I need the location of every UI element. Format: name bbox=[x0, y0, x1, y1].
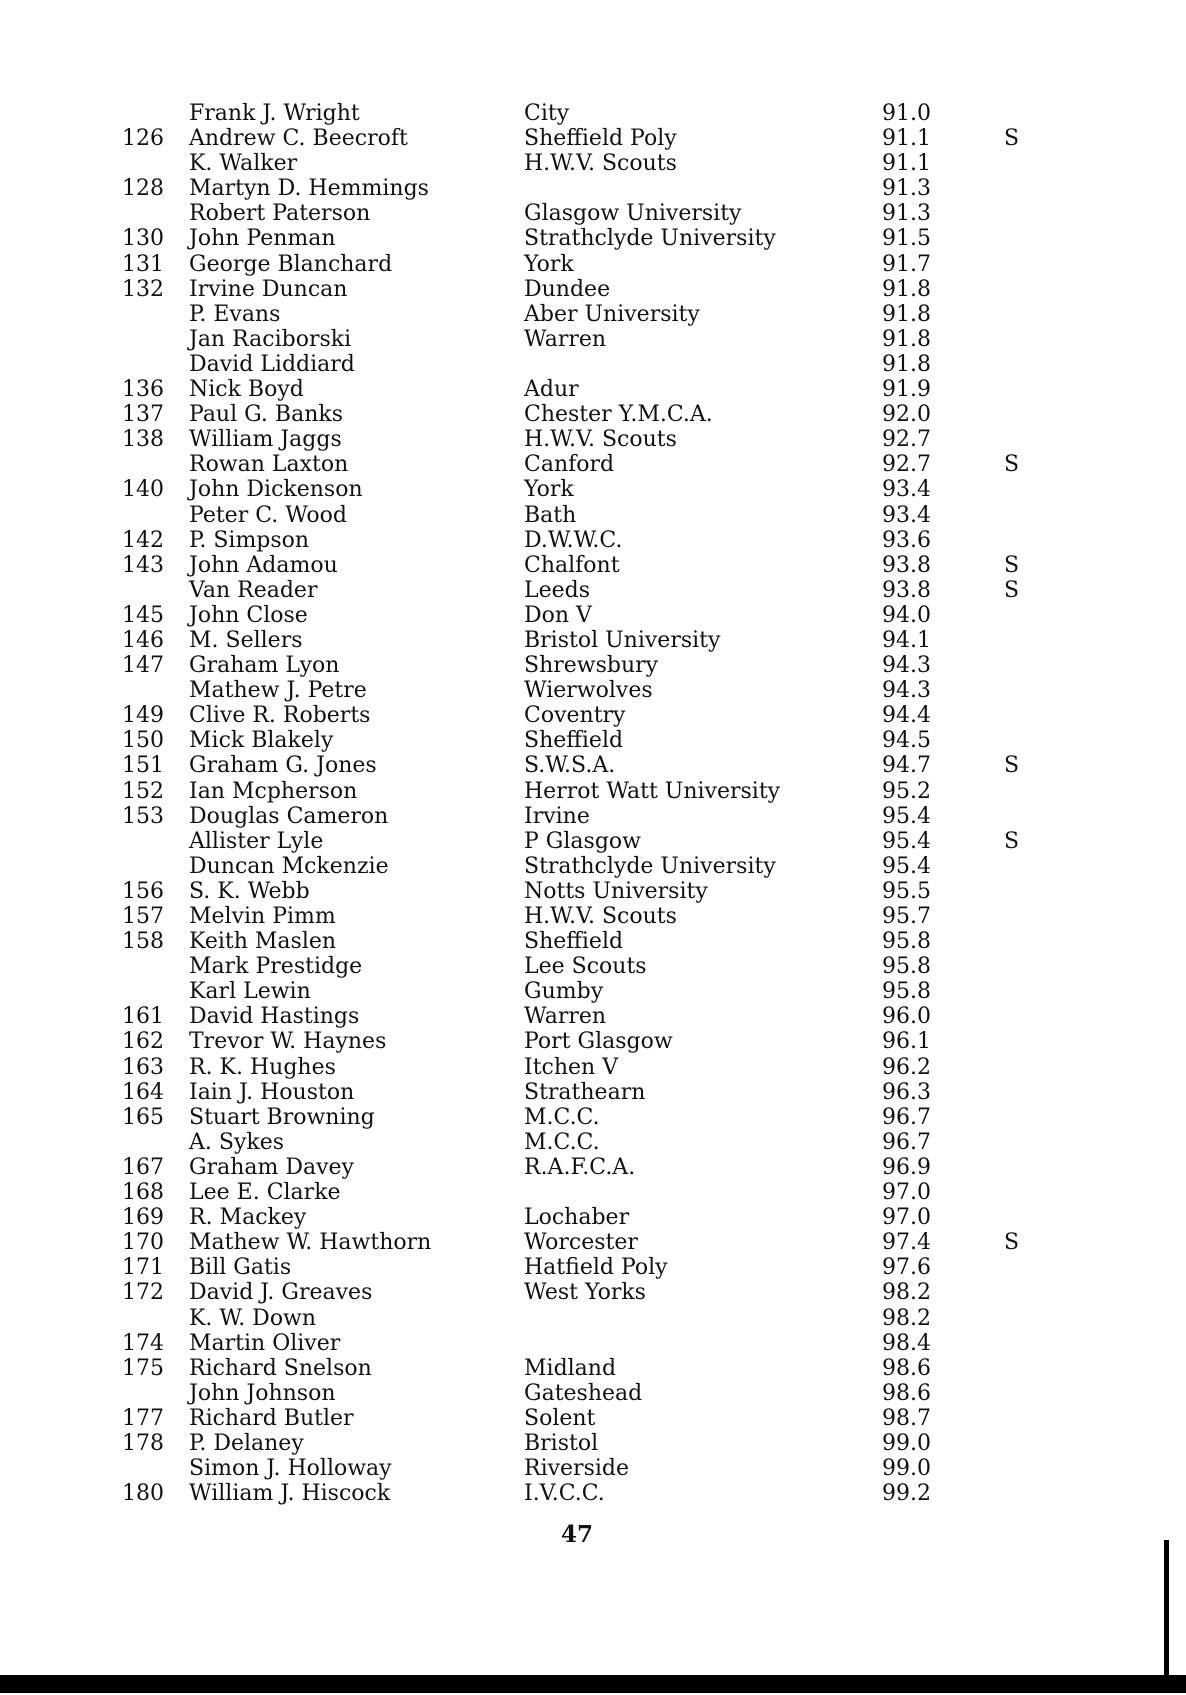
competitor-name: David Hastings bbox=[189, 1004, 360, 1030]
result-time: 96.2 bbox=[882, 1054, 931, 1080]
club-name: Port Glasgow bbox=[524, 1029, 673, 1055]
competitor-name: Bill Gatis bbox=[189, 1255, 292, 1281]
competitor-name: R. Mackey bbox=[189, 1205, 307, 1231]
competitor-name: Irvine Duncan bbox=[189, 276, 348, 302]
result-row bbox=[0, 1431, 1186, 1456]
position: 171 bbox=[122, 1255, 164, 1281]
club-name: Sheffield bbox=[524, 929, 624, 955]
result-time: 93.4 bbox=[882, 477, 931, 503]
result-time: 95.8 bbox=[882, 929, 931, 955]
club-name: York bbox=[524, 477, 574, 503]
club-name: Coventry bbox=[524, 703, 626, 729]
competitor-name: Clive R. Roberts bbox=[189, 703, 371, 729]
position: 178 bbox=[122, 1430, 164, 1456]
position: 156 bbox=[122, 878, 164, 904]
position: 151 bbox=[122, 753, 164, 779]
status-flag: S bbox=[1004, 552, 1020, 578]
result-row bbox=[0, 678, 1186, 703]
status-flag: S bbox=[1004, 753, 1020, 779]
result-time: 91.5 bbox=[882, 226, 931, 252]
position: 161 bbox=[122, 1004, 164, 1030]
position: 131 bbox=[122, 251, 164, 277]
result-row bbox=[0, 1456, 1186, 1481]
result-row bbox=[0, 302, 1186, 327]
result-row bbox=[0, 277, 1186, 302]
position: 163 bbox=[122, 1054, 164, 1080]
competitor-name: Frank J. Wright bbox=[189, 101, 360, 126]
competitor-name: Paul G. Banks bbox=[189, 402, 343, 428]
club-name: Wierwolves bbox=[524, 678, 653, 704]
result-time: 95.4 bbox=[882, 803, 931, 829]
result-time: 94.1 bbox=[882, 627, 931, 653]
competitor-name: William J. Hiscock bbox=[189, 1481, 391, 1507]
competitor-name: Peter C. Wood bbox=[189, 502, 347, 528]
result-time: 95.7 bbox=[882, 904, 931, 929]
position: 137 bbox=[122, 402, 164, 428]
club-name: York bbox=[524, 251, 574, 277]
result-row bbox=[0, 528, 1186, 553]
result-time: 91.3 bbox=[882, 201, 931, 227]
result-row bbox=[0, 1180, 1186, 1205]
club-name: Gateshead bbox=[524, 1380, 643, 1406]
club-name: Sheffield bbox=[524, 728, 624, 754]
result-row bbox=[0, 151, 1186, 176]
club-name: I.V.C.C. bbox=[524, 1481, 605, 1507]
result-time: 94.3 bbox=[882, 653, 931, 679]
competitor-name: Richard Snelson bbox=[189, 1355, 372, 1381]
club-name: City bbox=[524, 101, 570, 126]
club-name: H.W.V. Scouts bbox=[524, 904, 677, 929]
result-row bbox=[0, 1205, 1186, 1230]
club-name: Chalfont bbox=[524, 552, 620, 578]
result-row bbox=[0, 879, 1186, 904]
club-name: Dundee bbox=[524, 276, 611, 302]
competitor-name: Richard Butler bbox=[189, 1405, 354, 1431]
result-time: 97.0 bbox=[882, 1205, 931, 1231]
status-flag: S bbox=[1004, 1230, 1020, 1256]
competitor-name: David Liddiard bbox=[189, 351, 355, 377]
result-time: 96.1 bbox=[882, 1029, 931, 1055]
result-time: 99.2 bbox=[882, 1481, 931, 1507]
competitor-name: R. K. Hughes bbox=[189, 1054, 336, 1080]
result-row bbox=[0, 503, 1186, 528]
result-row bbox=[0, 1381, 1186, 1406]
result-time: 95.2 bbox=[882, 778, 931, 804]
club-name: M.C.C. bbox=[524, 1129, 600, 1155]
result-row bbox=[0, 176, 1186, 201]
competitor-name: William Jaggs bbox=[189, 427, 342, 453]
competitor-name: M. Sellers bbox=[189, 627, 303, 653]
competitor-name: Allister Lyle bbox=[189, 828, 324, 854]
result-row bbox=[0, 578, 1186, 603]
result-row bbox=[0, 1055, 1186, 1080]
status-flag: S bbox=[1004, 828, 1020, 854]
competitor-name: George Blanchard bbox=[189, 251, 393, 277]
club-name: P Glasgow bbox=[524, 828, 641, 854]
result-time: 99.0 bbox=[882, 1430, 931, 1456]
competitor-name: Van Reader bbox=[189, 577, 318, 603]
result-time: 94.3 bbox=[882, 678, 931, 704]
position: 132 bbox=[122, 276, 164, 302]
result-time: 93.8 bbox=[882, 552, 931, 578]
club-name: Warren bbox=[524, 1004, 607, 1030]
result-time: 95.5 bbox=[882, 878, 931, 904]
result-row bbox=[0, 753, 1186, 778]
position: 164 bbox=[122, 1079, 164, 1105]
club-name: M.C.C. bbox=[524, 1104, 600, 1130]
competitor-name: S. K. Webb bbox=[189, 878, 310, 904]
result-time: 91.0 bbox=[882, 101, 931, 126]
result-row bbox=[0, 1331, 1186, 1356]
result-row bbox=[0, 1481, 1186, 1506]
competitor-name: Graham G. Jones bbox=[189, 753, 377, 779]
page-edge-mark bbox=[1164, 1540, 1169, 1680]
result-time: 92.0 bbox=[882, 402, 931, 428]
result-row bbox=[0, 352, 1186, 377]
position: 130 bbox=[122, 226, 164, 252]
result-time: 98.7 bbox=[882, 1405, 931, 1431]
competitor-name: Mathew J. Petre bbox=[189, 678, 367, 704]
position: 150 bbox=[122, 728, 164, 754]
club-name: Lochaber bbox=[524, 1205, 630, 1231]
status-flag: S bbox=[1004, 452, 1020, 478]
result-row bbox=[0, 226, 1186, 251]
competitor-name: Andrew C. Beecroft bbox=[189, 126, 408, 152]
club-name: Warren bbox=[524, 326, 607, 352]
result-time: 98.6 bbox=[882, 1380, 931, 1406]
position: 152 bbox=[122, 778, 164, 804]
result-row bbox=[0, 779, 1186, 804]
competitor-name: Duncan Mckenzie bbox=[189, 853, 389, 879]
bottom-border bbox=[0, 1675, 1186, 1693]
club-name: Aber University bbox=[524, 301, 700, 327]
club-name: Riverside bbox=[524, 1456, 629, 1482]
result-row bbox=[0, 1306, 1186, 1331]
competitor-name: Trevor W. Haynes bbox=[189, 1029, 387, 1055]
club-name: Canford bbox=[524, 452, 615, 478]
results-list bbox=[0, 101, 1186, 1506]
result-time: 95.4 bbox=[882, 828, 931, 854]
position: 136 bbox=[122, 377, 164, 403]
competitor-name: Melvin Pimm bbox=[189, 904, 336, 929]
competitor-name: David J. Greaves bbox=[189, 1280, 373, 1306]
result-time: 95.8 bbox=[882, 979, 931, 1005]
club-name: Notts University bbox=[524, 878, 708, 904]
competitor-name: John Adamou bbox=[189, 552, 338, 578]
result-time: 91.8 bbox=[882, 326, 931, 352]
competitor-name: Lee E. Clarke bbox=[189, 1180, 341, 1206]
position: 162 bbox=[122, 1029, 164, 1055]
result-row bbox=[0, 201, 1186, 226]
result-row bbox=[0, 703, 1186, 728]
result-time: 92.7 bbox=[882, 452, 931, 478]
club-name: Solent bbox=[524, 1405, 596, 1431]
status-flag: S bbox=[1004, 577, 1020, 603]
result-row bbox=[0, 1280, 1186, 1305]
competitor-name: Keith Maslen bbox=[189, 929, 337, 955]
result-row bbox=[0, 1080, 1186, 1105]
result-time: 94.5 bbox=[882, 728, 931, 754]
result-row bbox=[0, 653, 1186, 678]
result-time: 95.8 bbox=[882, 954, 931, 980]
result-row bbox=[0, 126, 1186, 151]
club-name: R.A.F.C.A. bbox=[524, 1154, 636, 1180]
position: 165 bbox=[122, 1104, 164, 1130]
club-name: Glasgow University bbox=[524, 201, 742, 227]
position: 143 bbox=[122, 552, 164, 578]
competitor-name: Nick Boyd bbox=[189, 377, 304, 403]
position: 172 bbox=[122, 1280, 164, 1306]
competitor-name: Karl Lewin bbox=[189, 979, 311, 1005]
result-time: 91.8 bbox=[882, 276, 931, 302]
club-name: Hatfield Poly bbox=[524, 1255, 668, 1281]
position: 174 bbox=[122, 1330, 164, 1356]
position: 168 bbox=[122, 1180, 164, 1206]
result-row bbox=[0, 252, 1186, 277]
result-time: 94.4 bbox=[882, 703, 931, 729]
club-name: H.W.V. Scouts bbox=[524, 151, 677, 177]
club-name: Strathclyde University bbox=[524, 226, 776, 252]
result-row bbox=[0, 804, 1186, 829]
result-row bbox=[0, 1105, 1186, 1130]
position: 126 bbox=[122, 126, 164, 152]
position: 175 bbox=[122, 1355, 164, 1381]
result-row bbox=[0, 1130, 1186, 1155]
position: 177 bbox=[122, 1405, 164, 1431]
result-row bbox=[0, 1356, 1186, 1381]
result-time: 98.2 bbox=[882, 1280, 931, 1306]
result-row bbox=[0, 477, 1186, 502]
result-time: 91.8 bbox=[882, 351, 931, 377]
result-row bbox=[0, 1255, 1186, 1280]
club-name: Bristol University bbox=[524, 627, 721, 653]
position: 153 bbox=[122, 803, 164, 829]
competitor-name: A. Sykes bbox=[189, 1129, 285, 1155]
result-row bbox=[0, 553, 1186, 578]
position: 158 bbox=[122, 929, 164, 955]
competitor-name: Simon J. Holloway bbox=[189, 1456, 392, 1482]
position: 167 bbox=[122, 1154, 164, 1180]
club-name: D.W.W.C. bbox=[524, 527, 623, 553]
position: 140 bbox=[122, 477, 164, 503]
club-name: Don V bbox=[524, 602, 592, 628]
result-time: 96.0 bbox=[882, 1004, 931, 1030]
club-name: S.W.S.A. bbox=[524, 753, 616, 779]
result-time: 91.1 bbox=[882, 151, 931, 177]
competitor-name: Martyn D. Hemmings bbox=[189, 176, 429, 202]
position: 145 bbox=[122, 602, 164, 628]
club-name: Herrot Watt University bbox=[524, 778, 781, 804]
competitor-name: Robert Paterson bbox=[189, 201, 371, 227]
result-row bbox=[0, 327, 1186, 352]
competitor-name: K. Walker bbox=[189, 151, 298, 177]
result-time: 97.4 bbox=[882, 1230, 931, 1256]
competitor-name: John Penman bbox=[189, 226, 336, 252]
result-time: 96.7 bbox=[882, 1104, 931, 1130]
competitor-name: Ian Mcpherson bbox=[189, 778, 358, 804]
competitor-name: Douglas Cameron bbox=[189, 803, 389, 829]
result-row bbox=[0, 1155, 1186, 1180]
result-time: 91.1 bbox=[882, 126, 931, 152]
competitor-name: Rowan Laxton bbox=[189, 452, 349, 478]
result-time: 93.8 bbox=[882, 577, 931, 603]
result-row bbox=[0, 728, 1186, 753]
club-name: Leeds bbox=[524, 577, 591, 603]
result-time: 94.7 bbox=[882, 753, 931, 779]
result-time: 97.0 bbox=[882, 1180, 931, 1206]
result-row bbox=[0, 603, 1186, 628]
result-time: 93.6 bbox=[882, 527, 931, 553]
result-row bbox=[0, 452, 1186, 477]
result-time: 98.4 bbox=[882, 1330, 931, 1356]
club-name: Strathclyde University bbox=[524, 853, 776, 879]
club-name: Adur bbox=[524, 377, 579, 403]
club-name: Chester Y.M.C.A. bbox=[524, 402, 713, 428]
result-row bbox=[0, 929, 1186, 954]
result-row bbox=[0, 1029, 1186, 1054]
competitor-name: Graham Lyon bbox=[189, 653, 340, 679]
result-time: 95.4 bbox=[882, 853, 931, 879]
result-time: 92.7 bbox=[882, 427, 931, 453]
result-row bbox=[0, 854, 1186, 879]
club-name: Bath bbox=[524, 502, 577, 528]
result-time: 97.6 bbox=[882, 1255, 931, 1281]
position: 146 bbox=[122, 627, 164, 653]
position: 157 bbox=[122, 904, 164, 929]
competitor-name: Graham Davey bbox=[189, 1154, 354, 1180]
competitor-name: John Dickenson bbox=[189, 477, 363, 503]
result-row bbox=[0, 1004, 1186, 1029]
club-name: Worcester bbox=[524, 1230, 638, 1256]
club-name: Bristol bbox=[524, 1430, 599, 1456]
result-time: 98.6 bbox=[882, 1355, 931, 1381]
result-row bbox=[0, 904, 1186, 929]
competitor-name: Martin Oliver bbox=[189, 1330, 341, 1356]
position: 142 bbox=[122, 527, 164, 553]
club-name: Gumby bbox=[524, 979, 604, 1005]
competitor-name: Mark Prestidge bbox=[189, 954, 363, 980]
page-number: 47 bbox=[560, 1521, 593, 1548]
competitor-name: P. Simpson bbox=[189, 527, 310, 553]
club-name: Irvine bbox=[524, 803, 590, 829]
result-time: 96.3 bbox=[882, 1079, 931, 1105]
competitor-name: K. W. Down bbox=[189, 1305, 317, 1331]
result-time: 93.4 bbox=[882, 502, 931, 528]
result-row bbox=[0, 628, 1186, 653]
competitor-name: P. Evans bbox=[189, 301, 281, 327]
club-name: Strathearn bbox=[524, 1079, 646, 1105]
competitor-name: Stuart Browning bbox=[189, 1104, 375, 1130]
club-name: Itchen V bbox=[524, 1054, 619, 1080]
competitor-name: John Johnson bbox=[189, 1380, 336, 1406]
competitor-name: Jan Raciborski bbox=[189, 326, 352, 352]
result-time: 91.7 bbox=[882, 251, 931, 277]
result-row bbox=[0, 402, 1186, 427]
result-time: 96.9 bbox=[882, 1154, 931, 1180]
result-row bbox=[0, 954, 1186, 979]
result-row bbox=[0, 1230, 1186, 1255]
result-row bbox=[0, 1406, 1186, 1431]
position: 128 bbox=[122, 176, 164, 202]
status-flag: S bbox=[1004, 126, 1020, 152]
competitor-name: P. Delaney bbox=[189, 1430, 304, 1456]
result-time: 91.3 bbox=[882, 176, 931, 202]
club-name: H.W.V. Scouts bbox=[524, 427, 677, 453]
club-name: West Yorks bbox=[524, 1280, 646, 1306]
club-name: Midland bbox=[524, 1355, 617, 1381]
result-time: 94.0 bbox=[882, 602, 931, 628]
result-time: 96.7 bbox=[882, 1129, 931, 1155]
competitor-name: Mick Blakely bbox=[189, 728, 334, 754]
competitor-name: Iain J. Houston bbox=[189, 1079, 355, 1105]
position: 170 bbox=[122, 1230, 164, 1256]
club-name: Shrewsbury bbox=[524, 653, 659, 679]
result-row bbox=[0, 427, 1186, 452]
result-time: 99.0 bbox=[882, 1456, 931, 1482]
result-row bbox=[0, 101, 1186, 126]
club-name: Sheffield Poly bbox=[524, 126, 677, 152]
result-time: 98.2 bbox=[882, 1305, 931, 1331]
result-row bbox=[0, 829, 1186, 854]
club-name: Lee Scouts bbox=[524, 954, 647, 980]
position: 149 bbox=[122, 703, 164, 729]
position: 169 bbox=[122, 1205, 164, 1231]
position: 138 bbox=[122, 427, 164, 453]
position: 147 bbox=[122, 653, 164, 679]
competitor-name: John Close bbox=[189, 602, 308, 628]
result-row bbox=[0, 377, 1186, 402]
position: 180 bbox=[122, 1481, 164, 1507]
competitor-name: Mathew W. Hawthorn bbox=[189, 1230, 432, 1256]
result-time: 91.8 bbox=[882, 301, 931, 327]
result-row bbox=[0, 979, 1186, 1004]
result-time: 91.9 bbox=[882, 377, 931, 403]
